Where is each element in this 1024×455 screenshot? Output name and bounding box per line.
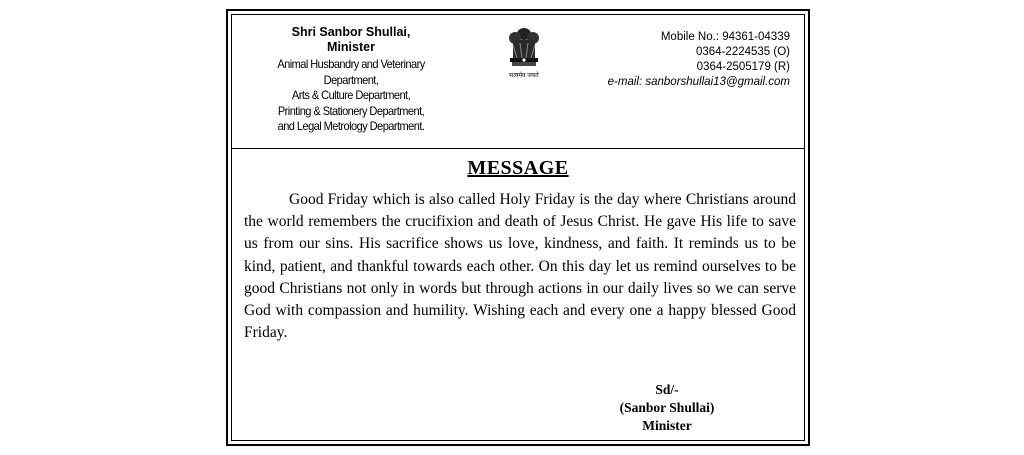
contact-block: [560, 30, 790, 90]
department-list: [246, 57, 456, 135]
mobile-number: Mobile No.: 94361-04339: [660, 31, 790, 43]
signature-name: (Sanbor Shullai): [619, 400, 715, 415]
state-emblem-icon: [504, 25, 544, 83]
letterhead-inner-frame: [231, 14, 805, 441]
letterhead-header: [232, 15, 804, 149]
minister-title: Minister: [327, 40, 375, 54]
email-address: e-mail: sanborshullai13@gmail.com: [607, 76, 790, 88]
emblem-caption: सत्यमेव जयते: [509, 72, 539, 79]
minister-name: Shri Sanbor Shullai,: [291, 25, 411, 39]
department-line: and Legal Metrology Department.: [277, 119, 425, 133]
signature-title: Minister: [642, 418, 692, 433]
signature-sd: Sd/-: [655, 382, 679, 397]
department-line: Animal Husbandry and Veterinary: [277, 57, 425, 71]
signature-block: [592, 381, 742, 435]
message-body: Good Friday which is also called Holy Friday is the day where Christians around the world remembers the crucifixion and death of Jesus Christ. He gave His life to save us from our sins. His sacrifice shows us love, kindness, and faith. It reminds us to be kind, patient, and thankful towards each other. On this day let us remind ourselves to be good Christians not only in words but through actions in our daily lives so we can serve God with compassion and humility. Wishing each and every one a happy blessed Good Friday.: [244, 191, 796, 342]
letterhead-frame: [226, 9, 810, 446]
message-title: MESSAGE: [467, 157, 569, 179]
phone-office: 0364-2224535 (O): [696, 46, 790, 58]
department-line: Department,: [323, 72, 379, 87]
minister-block: [246, 25, 456, 135]
department-line: Arts & Culture Department,: [291, 88, 411, 102]
department-line: Printing & Stationery Department,: [277, 103, 425, 118]
phone-residence: 0364-2505179 (R): [696, 61, 790, 73]
